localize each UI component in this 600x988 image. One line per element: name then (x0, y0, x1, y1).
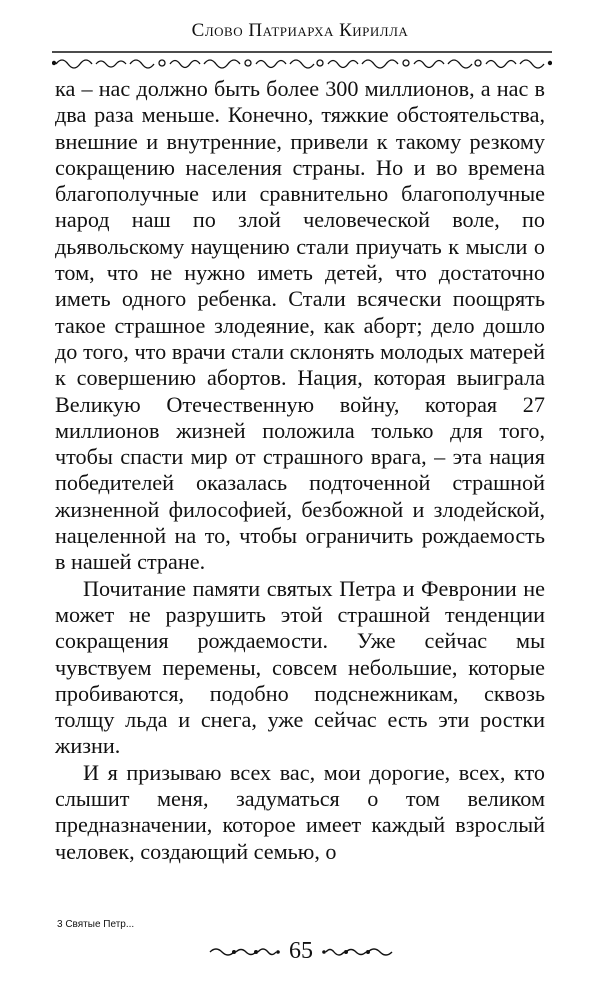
paragraph-peter-fevronia: Почитание памяти святых Петра и Февронии не может не разрушить этой страшной тенденции сокращения рождаемости. Уже сейчас мы чувствуем перемены, совсем небольшие, которые пробиваются, подобно подснежникам, сквозь толщу льда и снега, уже сейчас есть эти ростки жизни. (55, 575, 545, 759)
running-head: Слово Патриарха Кирилла (191, 20, 409, 41)
body-text (55, 76, 545, 865)
page-footer (0, 935, 600, 971)
page-number: 65 (289, 938, 313, 964)
footer-ornament-left-icon (208, 945, 280, 959)
ornamental-header-rule (52, 48, 552, 70)
paragraph-continuation: ка – нас должно быть более 300 миллионов, а нас в два раза меньше. Конечно, тяжкие обстоятельства, внешние и внутренние, привели к такому резкому сокращению населения страны. Но и во времена благополучные или сравнительно благополучные народ наш по злой человеческой воле, по дьявольскому наущению стали приучать к мысли о том, что не нужно иметь детей, что достаточно иметь одного ребенка. Стали всячески поощрять такое страшное злодеяние, как аборт; дело дошло до того, что врачи стали склонять молодых матерей к совершению абортов. Нация, которая выиграла Великую Отечественную войну, которая 27 миллионов жизней положила только для того, чтобы спасти мир от страшного врага, – эта нация победителей оказалась подточенной страшной жизненной философией, безбожной и злодейской, нацеленной на то, чтобы ограничить рождаемость в нашей стране. (55, 76, 545, 575)
printer-signature: 3 Святые Петр... (57, 919, 135, 930)
footer-ornament-right-icon (322, 945, 394, 959)
paragraph-appeal: И я призываю всех вас, мои дорогие, всех, кто слышит меня, задуматься о том великом предназначении, которое имеет каждый взрослый человек, создающий семью, о (55, 759, 545, 864)
